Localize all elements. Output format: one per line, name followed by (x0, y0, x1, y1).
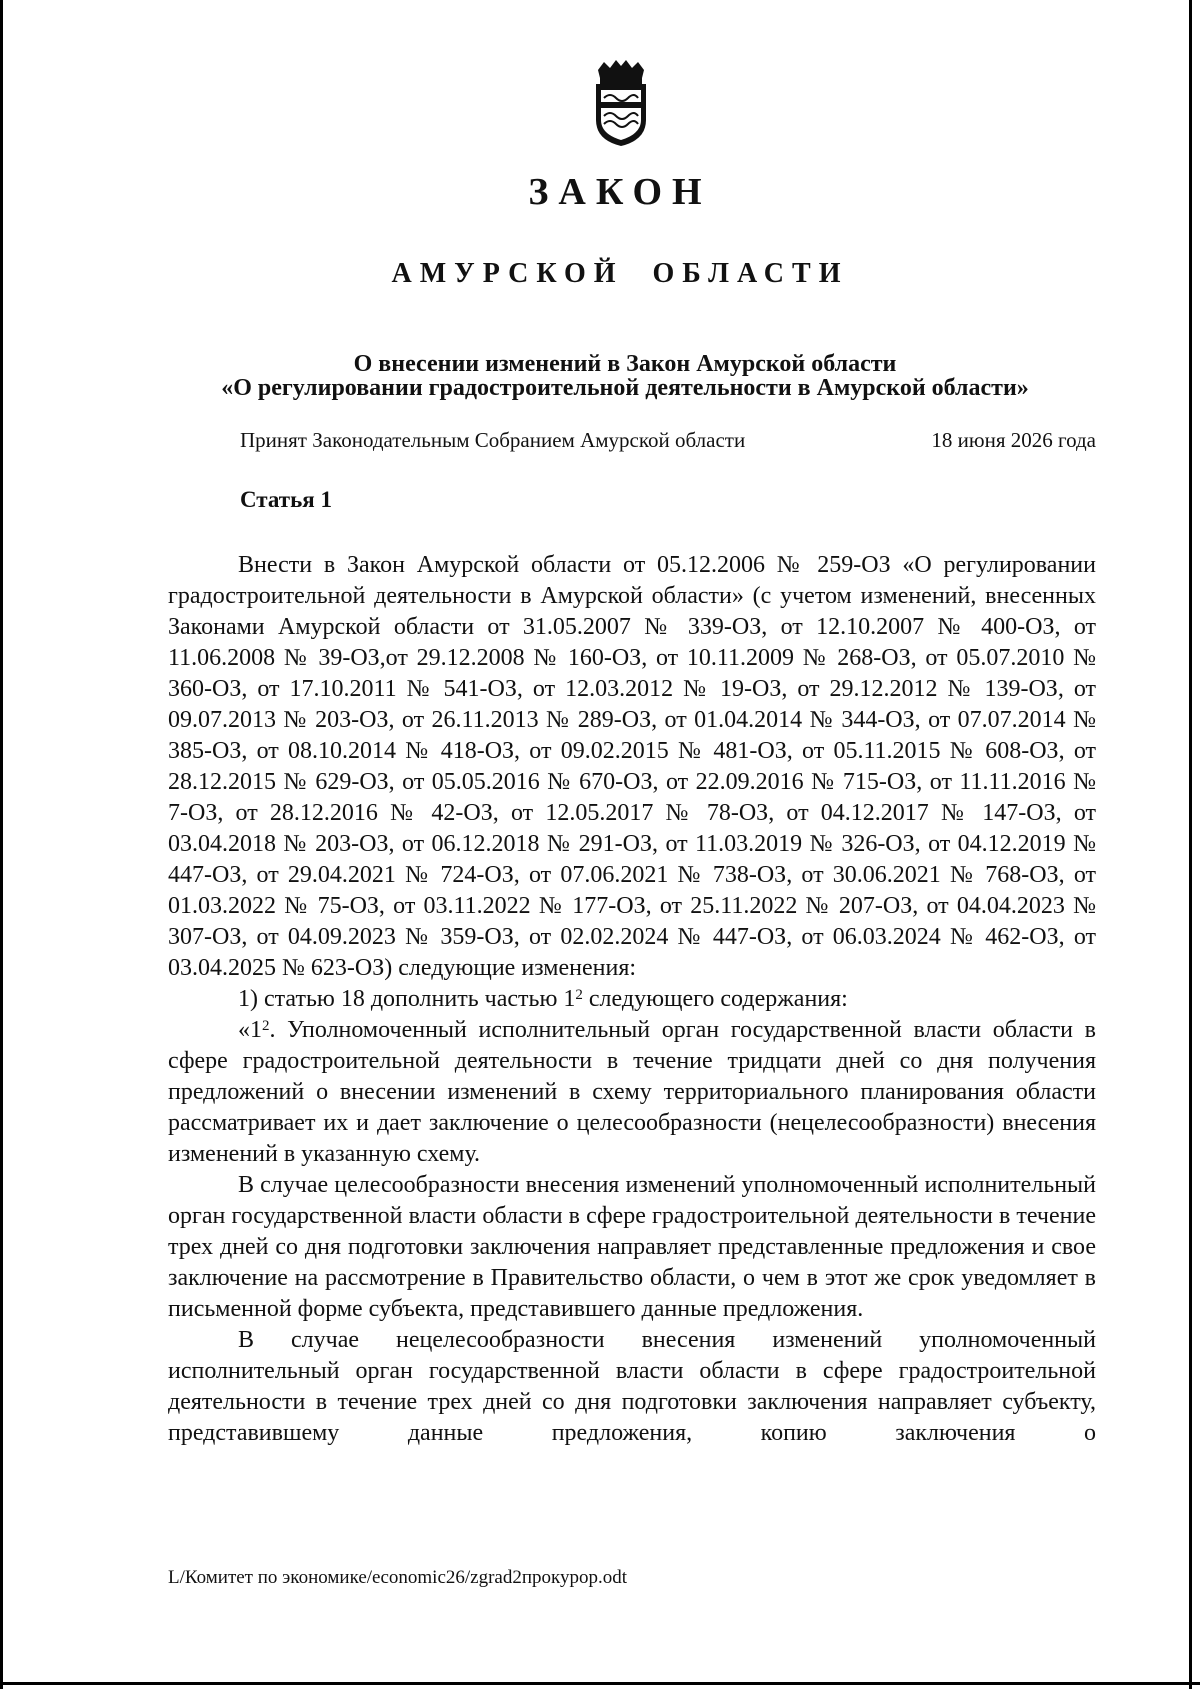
document-subtitle: АМУРСКОЙ ОБЛАСТИ (391, 258, 849, 289)
document-title: ЗАКОН (528, 171, 712, 213)
item-1-text: 1) статью 18 дополнить частью 1 (238, 986, 576, 1012)
article-body (168, 550, 1096, 1449)
law-heading-line-2: «О регулировании градостроительной деятельности в Амурской области» (221, 375, 1029, 401)
adopted-date: 18 июня 2026 года (931, 428, 1096, 452)
inexpedient-paragraph: В случае нецелесообразности внесения изменений уполномоченный исполнительный орган государственной власти области в сфере градостроительной деятельности в течение трех дней со дня подготовки заключения направляет субъекту, представившему данные предложения, копию заключения о (168, 1327, 1096, 1446)
quoted-paragraph (168, 1015, 1096, 1170)
page-edge-bottom (0, 1682, 1200, 1685)
intro-paragraph: Внести в Закон Амурской области от 05.12.2006 № 259-ОЗ «О регулировании градостроительной деятельности в Амурской области» (с учетом изменений, внесенных Законами Амурской области от 31.05.2007 № 339-ОЗ, от 12.10.2007 № 400-ОЗ, от 11.06.2008 № 39-ОЗ,от 29.12.2008 № 160-ОЗ, от 10.11.2009 № 268-ОЗ, от 05.07.2010 № 360-ОЗ, от 17.10.2011 № 541-ОЗ, от 12.03.2012 № 19-ОЗ, от 29.12.2012 № 139-ОЗ, от 09.07.2013 № 203-ОЗ, от 26.11.2013 № 289-ОЗ, от 01.04.2014 № 344-ОЗ, от 07.07.2014 № 385-ОЗ, от 08.10.2014 № 418-ОЗ, от 09.02.2015 № 481-ОЗ, от 05.11.2015 № 608-ОЗ, от 28.12.2015 № 629-ОЗ, от 05.05.2016 № 670-ОЗ, от 22.09.2016 № 715-ОЗ, от 11.11.2016 № 7-ОЗ, от 28.12.2016 № 42-ОЗ, от 12.05.2017 № 78-ОЗ, от 04.12.2017 № 147-ОЗ, от 03.04.2018 № 203-ОЗ, от 06.12.2018 № 291-ОЗ, от 11.03.2019 № 326-ОЗ, от 04.12.2019 № 447-ОЗ, от 29.04.2021 № 724-ОЗ, от 07.06.2021 № 738-ОЗ, от 30.06.2021 № 768-ОЗ, от 01.03.2022 № 75-ОЗ, от 03.11.2022 № 177-ОЗ, от 25.11.2022 № 207-ОЗ, от 04.04.2023 № 307-ОЗ, от 04.09.2023 № 359-ОЗ, от 02.02.2024 № 447-ОЗ, от 06.03.2024 № 462-ОЗ, от 03.04.2025 № 623-ОЗ) следующие изменения: (168, 552, 1096, 981)
page-edge-right (1189, 0, 1192, 1689)
adopted-by: Принят Законодательным Собранием Амурской области (240, 428, 746, 452)
law-heading (160, 352, 1090, 400)
quote-text: . Уполномоченный исполнительный орган государственной власти области в сфере градостроительной деятельности в течение тридцати дней со дня получения предложений о внесении изменений в схему территориального планирования области рассматривает их и дает заключение о целесообразности (нецелесообразности) внесения изменений в указанную схему. (168, 1017, 1096, 1167)
adoption-line (240, 428, 1096, 453)
quote-superscript: 2 (262, 1018, 270, 1034)
item-1-superscript: 2 (575, 987, 583, 1003)
amendment-item-1 (168, 984, 1096, 1015)
page-edge-left (0, 0, 3, 1689)
file-path: L/Комитет по экономике/economic26/zgrad2прокурор.odt (168, 1567, 628, 1588)
expedient-paragraph: В случае целесообразности внесения изменений уполномоченный исполнительный орган государственной власти области в сфере градостроительной деятельности в течение трех дней со дня подготовки заключения направляет представленные предложения и свое заключение на рассмотрение в Правительство области, о чем в этот же срок уведомляет в письменной форме субъекта, представившего данные предложения. (168, 1172, 1096, 1322)
law-heading-line-1: О внесении изменений в Закон Амурской области (353, 351, 897, 377)
quote-number: «1 (238, 1017, 262, 1043)
article-title: Статья 1 (240, 487, 332, 512)
coat-of-arms-icon (592, 60, 650, 146)
item-1-text-end: следующего содержания: (582, 986, 848, 1012)
